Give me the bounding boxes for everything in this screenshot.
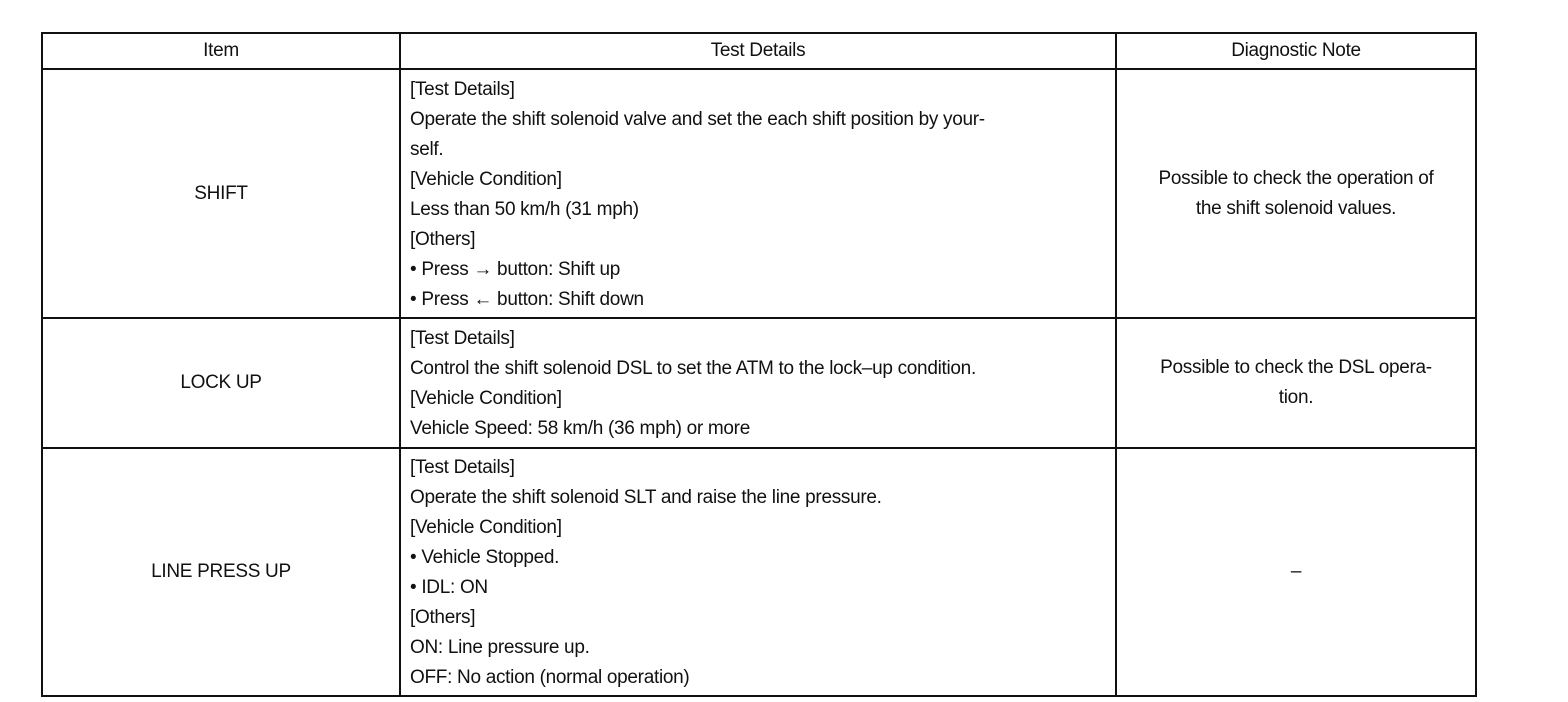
note-line: the shift solenoid values. <box>1195 197 1397 219</box>
details-line: ON: Line pressure up. <box>410 637 590 658</box>
note-line: Possible to check the DSL opera- <box>1160 357 1432 378</box>
details-line: • Vehicle Stopped. <box>410 547 560 568</box>
note-cell <box>1116 318 1476 448</box>
details-cell <box>400 318 1116 448</box>
details-line: [Others] <box>410 228 476 250</box>
note-line: – <box>1290 561 1302 582</box>
details-line: • IDL: ON <box>410 577 488 598</box>
table-header-row <box>42 33 1476 69</box>
note-line: Possible to check the operation of <box>1158 167 1434 189</box>
details-line: [Vehicle Condition] <box>410 168 562 190</box>
note-line: tion. <box>1278 387 1314 408</box>
details-line: [Test Details] <box>410 457 515 478</box>
details-line: Vehicle Speed: 58 km/h (36 mph) or more <box>410 418 750 439</box>
item-cell: LOCK UP <box>42 318 400 448</box>
details-cell <box>400 69 1116 318</box>
details-line: Operate the shift solenoid SLT and raise the line pressure. <box>410 487 882 508</box>
details-line: [Test Details] <box>410 78 515 100</box>
item-cell: SHIFT <box>42 69 400 318</box>
details-line: • Press ← button: Shift down <box>410 288 644 310</box>
header-item: Item <box>42 33 400 69</box>
details-line: [Test Details] <box>410 328 515 349</box>
details-line: [Vehicle Condition] <box>410 517 562 538</box>
table-row <box>42 318 1476 448</box>
details-line: self. <box>410 138 444 160</box>
table-row <box>42 69 1476 318</box>
details-line: OFF: No action (normal operation) <box>410 667 690 688</box>
item-cell: LINE PRESS UP <box>42 448 400 696</box>
header-diagnostic-note: Diagnostic Note <box>1116 33 1476 69</box>
details-line: Operate the shift solenoid valve and set the each shift position by your- <box>410 108 985 130</box>
table-row <box>42 448 1476 696</box>
details-line: Control the shift solenoid DSL to set the ATM to the lock–up condition. <box>410 358 976 379</box>
active-test-table <box>41 32 1477 697</box>
note-cell <box>1116 448 1476 696</box>
details-line: [Others] <box>410 607 476 628</box>
details-line: [Vehicle Condition] <box>410 388 562 409</box>
details-line: • Press → button: Shift up <box>410 258 621 280</box>
details-line: Less than 50 km/h (31 mph) <box>410 198 639 220</box>
note-cell <box>1116 69 1476 318</box>
details-cell <box>400 448 1116 696</box>
header-test-details: Test Details <box>400 33 1116 69</box>
